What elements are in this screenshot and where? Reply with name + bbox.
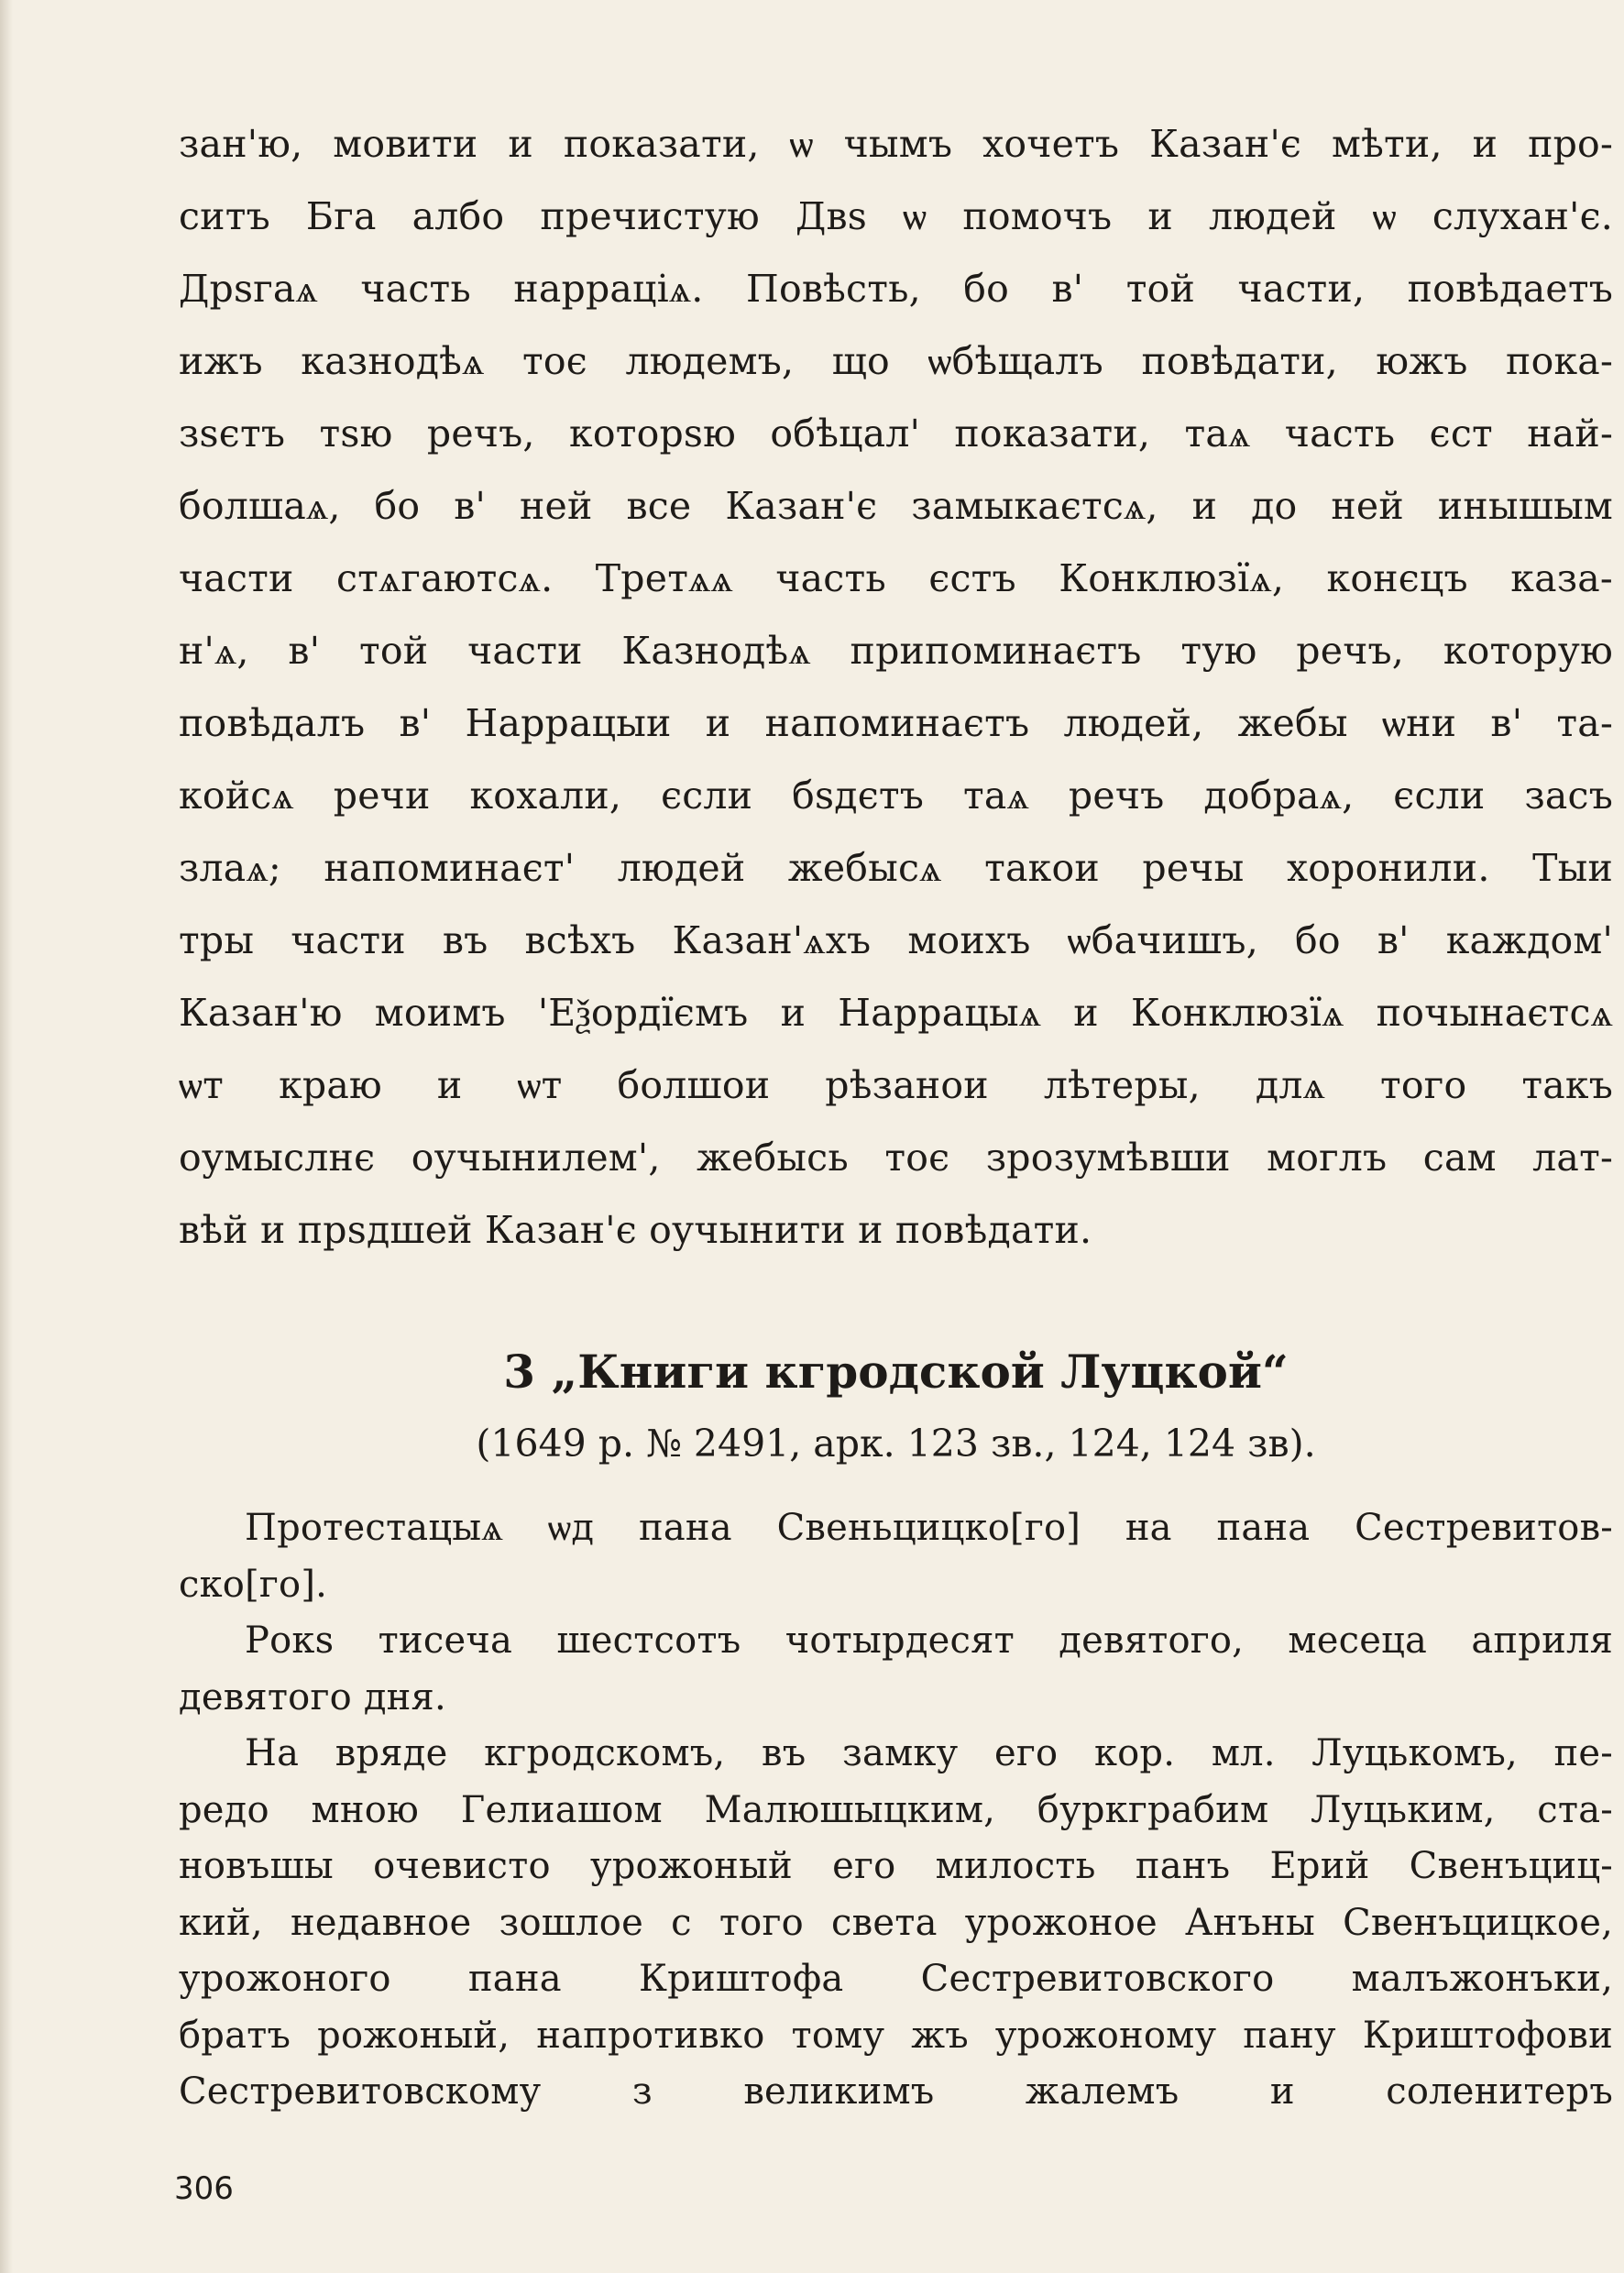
text-line: редо мною Гелиашом Малюшыцким, буркграбим Луцьким, ста- xyxy=(179,1788,1613,1831)
document-text xyxy=(179,1500,1613,2121)
text-line: злаѧ; напоминаєт' людей жебысѧ такои речы хоронили. Тыи xyxy=(179,846,1613,890)
text-line: кий, недавное зошлое с того света урожоное Анъны Свенъцицкое, xyxy=(179,1901,1613,1944)
section-subheading: (1649 р. № 2491, арк. 123 зв., 124, 124 зв). xyxy=(476,1422,1316,1466)
text-line: зан'ю, мовити и показати, ѡ чымъ хочетъ Казан'є мѣти, и про- xyxy=(179,122,1613,166)
page-edge-shadow xyxy=(0,0,13,2273)
text-line: Сестревитовскому з великимъ жалемъ и соленитеръ xyxy=(179,2070,1613,2113)
text-line: н'ѧ, в' той части Казнодѣѧ припоминаєтъ тую речъ, которую xyxy=(179,629,1613,673)
text-line: ѡт краю и ѡт болшои рѣзанои лѣтеры, длѧ того такъ xyxy=(179,1063,1613,1107)
text-line: Протестацыѧ ѡд пана Свеньцицко[го] на пана Сестревитов- xyxy=(245,1507,1613,1549)
text-line: Казан'ю моимъ 'Еѯордїємъ и Наррацыѧ и Конклюзїѧ почынаєтсѧ xyxy=(179,991,1613,1035)
text-line: девятого дня. xyxy=(179,1675,446,1718)
text-line: братъ рожоный, напротивко тому жъ урожоному пану Криштофови xyxy=(179,2014,1613,2057)
text-line: зѕєтъ тѕю речъ, которѕю обѣцал' показати, таѧ часть єст най- xyxy=(179,412,1613,456)
text-line: ижъ казнодѣѧ тоє людемъ, що ѡбѣщалъ повѣдати, южъ пока- xyxy=(179,339,1613,383)
text-line: части стѧгаютсѧ. Третѧѧ часть єстъ Конклюзїѧ, конєцъ каза- xyxy=(179,556,1613,600)
text-line: койсѧ речи кохали, єсли бѕдєтъ таѧ речъ добраѧ, єсли засъ xyxy=(179,774,1613,818)
text-line: повѣдалъ в' Наррацыи и напоминаєтъ людей, жебы ѡни в' та- xyxy=(179,701,1613,745)
text-line: болшаѧ, бо в' ней все Казан'є замыкаєтсѧ, и до ней инышым xyxy=(179,484,1613,528)
text-line: вѣй и прѕдшей Казан'є оучынити и повѣдати. xyxy=(179,1208,1092,1252)
section-heading: 3 „Книги кгродской Луцкой“ xyxy=(503,1345,1289,1399)
text-line: ситъ Бга албо пречистую Двѕ ѡ помочъ и людей ѡ слухан'є. xyxy=(179,194,1613,238)
top-paragraph xyxy=(179,108,1613,1267)
text-line: тры части въ всѣхъ Казан'ѧхъ моихъ ѡбачишъ, бо в' каждом' xyxy=(179,918,1613,962)
text-line: оумыслнє оучынилем', жебысь тоє зрозумѣвши моглъ сам лат- xyxy=(179,1136,1613,1180)
text-line: На вряде кгродскомъ, въ замку его кор. мл. Луцькомъ, пе- xyxy=(245,1732,1613,1774)
text-line: урожоного пана Криштофа Сестревитовского малъжонъки, xyxy=(179,1958,1613,2000)
text-line: Рокѕ тисеча шестсотъ чотырдесят девятого, месеца априля xyxy=(245,1620,1613,1662)
text-line: Дрѕгаѧ часть нарраціѧ. Повѣсть, бо в' той части, повѣдаетъ xyxy=(179,267,1613,311)
page-number: 306 xyxy=(174,2170,234,2207)
text-line: новъшы очевисто урожоный его милость панъ Ерий Свенъциц- xyxy=(179,1845,1613,1887)
text-line: ско[го]. xyxy=(179,1563,328,1606)
